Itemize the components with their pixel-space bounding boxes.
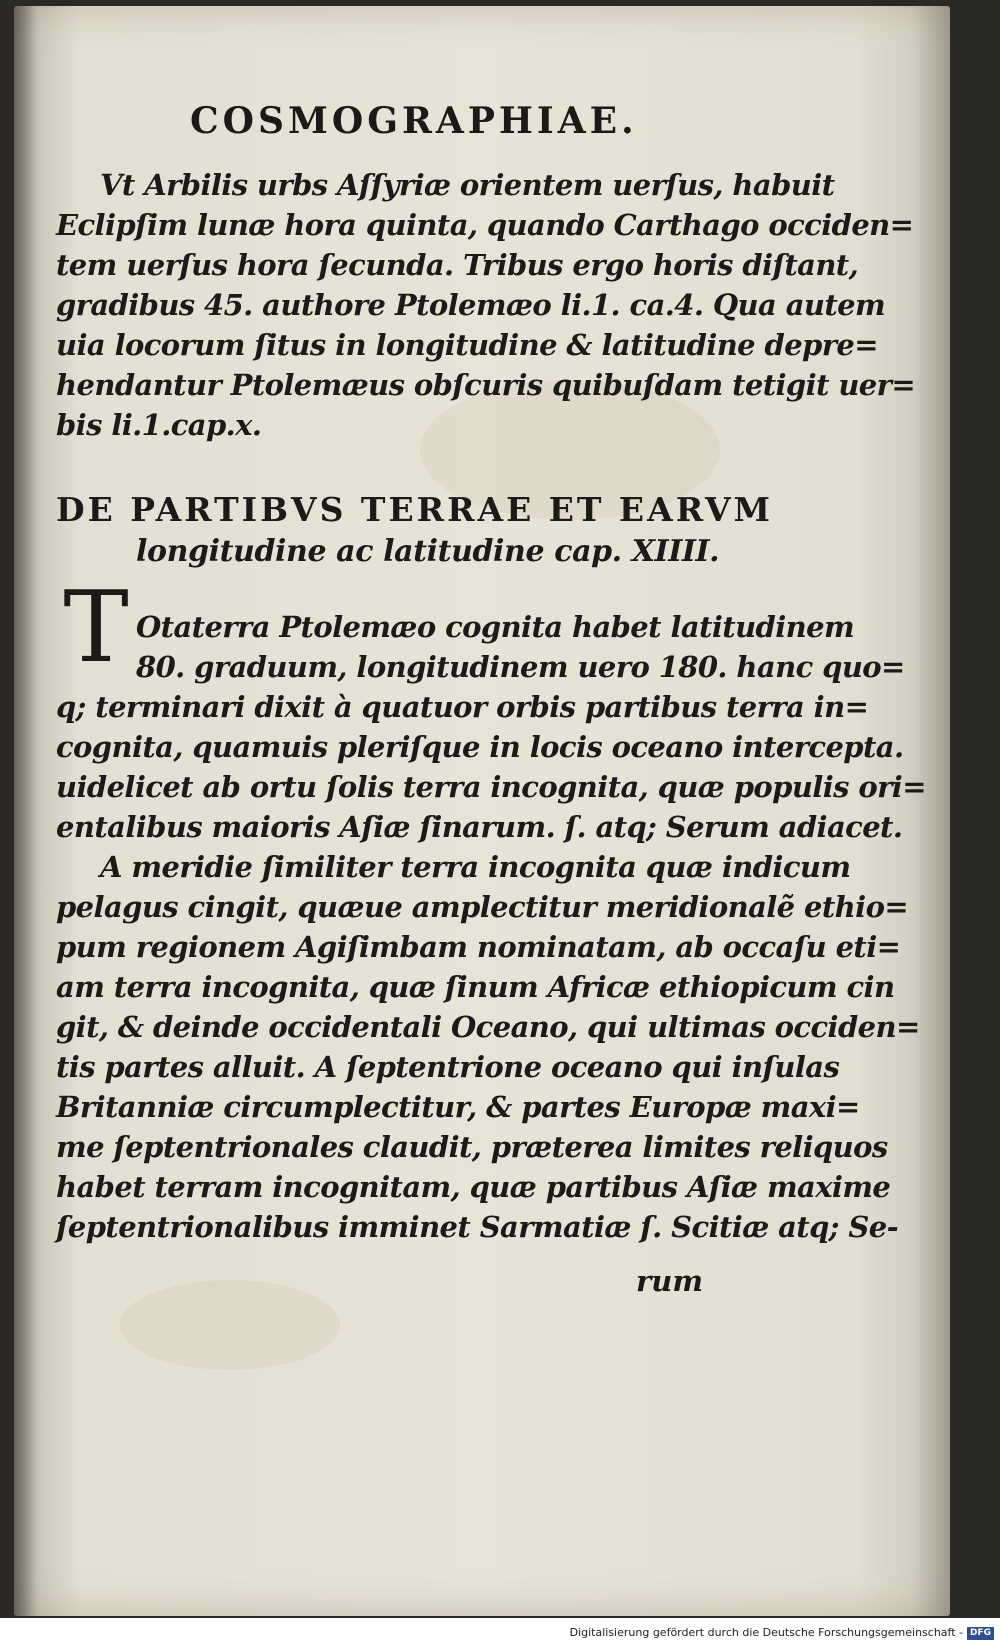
text-line: Otaterra Ptolemæo cognita habet latitudinem — [136, 610, 855, 644]
text-line: pum regionem Agiſimbam nominatam, ab occaſu eti= — [56, 930, 901, 964]
text-line: Eclipſim lunæ hora quinta, quando Carthago occiden= — [56, 208, 914, 242]
text-line: git, & deinde occidentali Oceano, qui ultimas occiden= — [56, 1010, 920, 1044]
text-line: am terra incognita, quæ ſinum Africæ ethiopicum cin — [56, 970, 895, 1004]
chapter-heading: DE PARTIBVS TERRAE ET EARVM — [56, 490, 774, 529]
text-line: tis partes alluit. A ſeptentrione oceano qui inſulas — [56, 1050, 840, 1084]
text-line: tem uerſus hora ſecunda. Tribus ergo horis diſtant, — [56, 248, 859, 282]
text-line: cognita, quamuis pleriſque in locis oceano intercepta. — [56, 730, 904, 764]
text-line: 80. graduum, longitudinem uero 180. hanc quo= — [136, 650, 905, 684]
drop-cap-initial: T — [63, 571, 129, 685]
text-line: q; terminari dixit à quatuor orbis partibus terra in= — [56, 690, 869, 724]
text-line: gradibus 45. authore Ptolemæo li.1. ca.4. Qua autem — [56, 288, 886, 322]
text-line: ſeptentrionalibus imminet Sarmatiæ ſ. Scitiæ atq; Se- — [56, 1210, 899, 1244]
catchword: rum — [636, 1264, 704, 1298]
paper-stain — [120, 1280, 340, 1370]
text-line: uidelicet ab ortu ſolis terra incognita, quæ populis ori= — [56, 770, 926, 804]
text-line: bis li.1.cap.x. — [56, 408, 262, 442]
text-line: hendantur Ptolemæus obſcuris quibuſdam tetigit uer= — [56, 368, 916, 402]
digitization-credit — [570, 1625, 994, 1641]
text-line: habet terram incognitam, quæ partibus Aſiæ maxime — [56, 1170, 891, 1204]
text-line: me ſeptentrionales claudit, præterea limites reliquos — [56, 1130, 888, 1164]
text-line: A meridie ſimiliter terra incognita quæ indicum — [100, 850, 851, 884]
running-header: COSMOGRAPHIAE. — [190, 100, 638, 142]
credit-text: Digitalisierung gefördert durch die Deutsche Forschungsgemeinschaft - — [569, 1626, 963, 1639]
dfg-logo: DFG — [967, 1627, 994, 1640]
chapter-subheading: longitudine ac latitudine cap. XIIII. — [136, 534, 720, 569]
gutter-shadow — [14, 6, 36, 1616]
text-line: Britanniæ circumplectitur, & partes Europæ maxi= — [56, 1090, 860, 1124]
text-line: pelagus cingit, quæue amplectitur meridionalẽ ethio= — [56, 890, 909, 924]
text-line: uia locorum ſitus in longitudine & latitudine depre= — [56, 328, 878, 362]
text-line: entalibus maioris Aſiæ ſinarum. ſ. atq; Serum adiacet. — [56, 810, 903, 844]
text-line: Vt Arbilis urbs Aſſyriæ orientem uerſus, habuit — [100, 168, 835, 202]
